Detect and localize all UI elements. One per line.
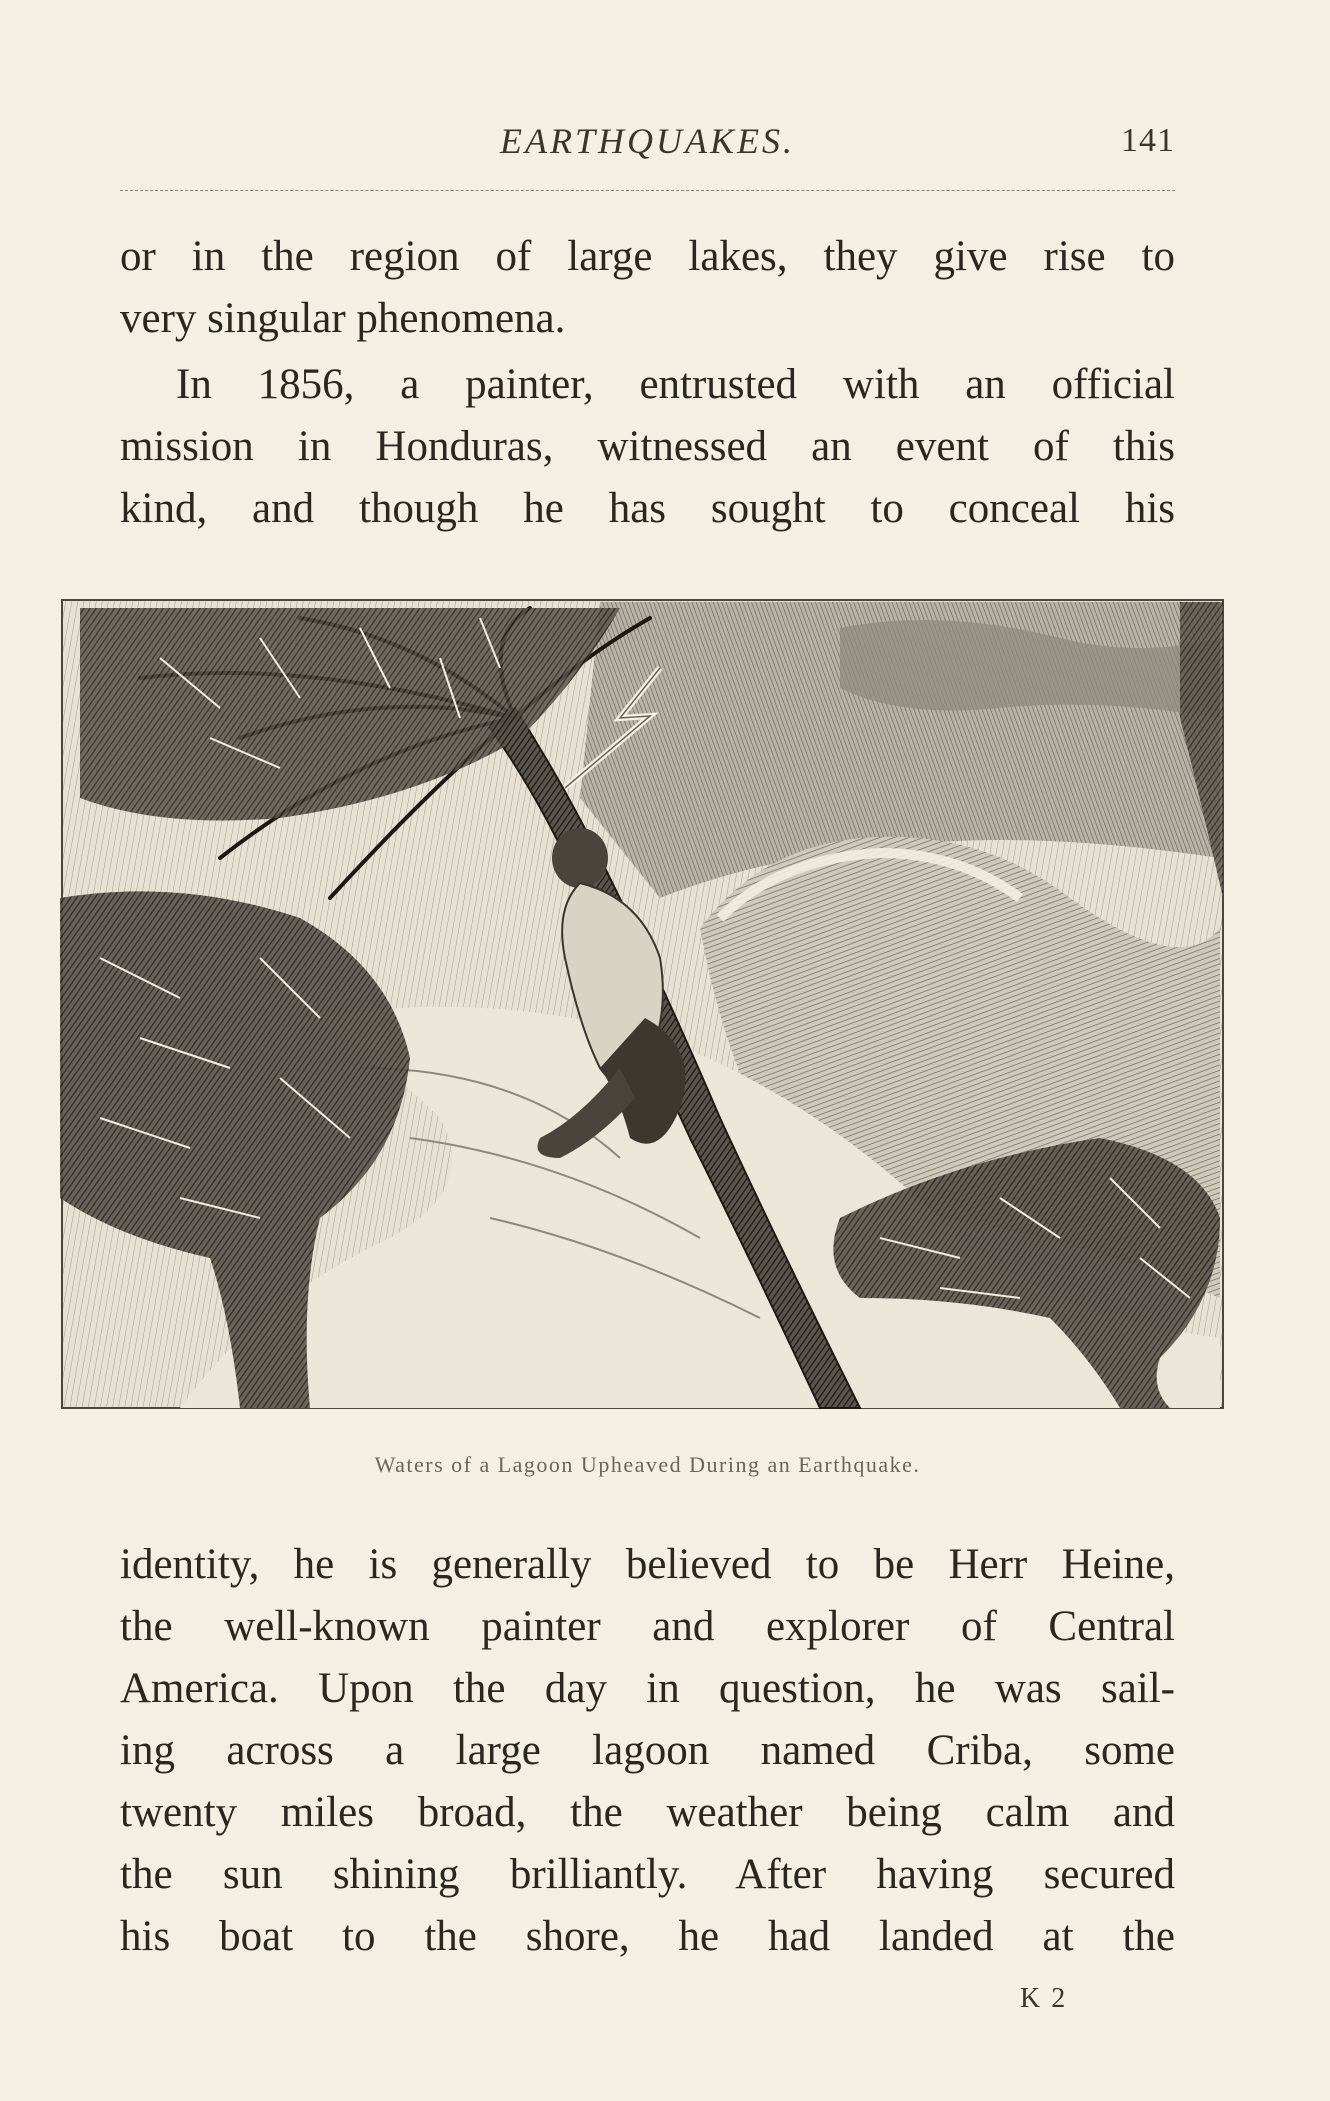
engraving-artwork bbox=[60, 598, 1225, 1410]
page-number: 141 bbox=[1121, 122, 1175, 159]
paragraph-2 bbox=[120, 354, 1175, 540]
page-header bbox=[120, 120, 1175, 180]
text-line: the well-known painter and explorer of Central bbox=[120, 1603, 1175, 1650]
header-rule bbox=[120, 190, 1175, 191]
text-line: mission in Honduras, witnessed an event of this bbox=[120, 423, 1175, 470]
text-line: very singular phenomena. bbox=[120, 295, 566, 342]
text-line: the sun shining brilliantly. After having secured bbox=[120, 1851, 1175, 1898]
text-line: or in the region of large lakes, they give rise to bbox=[120, 233, 1175, 280]
text-line: identity, he is generally believed to be Herr Heine, bbox=[120, 1541, 1175, 1588]
text-line: ing across a large lagoon named Criba, some bbox=[120, 1727, 1175, 1774]
paragraph-1 bbox=[120, 226, 1175, 350]
engraving-illustration bbox=[60, 598, 1225, 1410]
text-line: kind, and though he has sought to conceal his bbox=[120, 485, 1175, 532]
signature-mark: K 2 bbox=[1020, 1983, 1068, 2014]
illustration-caption: Waters of a Lagoon Upheaved During an Earthquake. bbox=[374, 1452, 921, 1477]
paragraph-3 bbox=[120, 1534, 1175, 1968]
text-line: his boat to the shore, he had landed at the bbox=[120, 1913, 1175, 1960]
text-line: America. Upon the day in question, he was sail- bbox=[120, 1665, 1175, 1712]
text-line: In 1856, a painter, entrusted with an official bbox=[176, 361, 1175, 408]
text-line: twenty miles broad, the weather being calm and bbox=[120, 1789, 1175, 1836]
running-head: EARTHQUAKES. bbox=[500, 121, 795, 161]
